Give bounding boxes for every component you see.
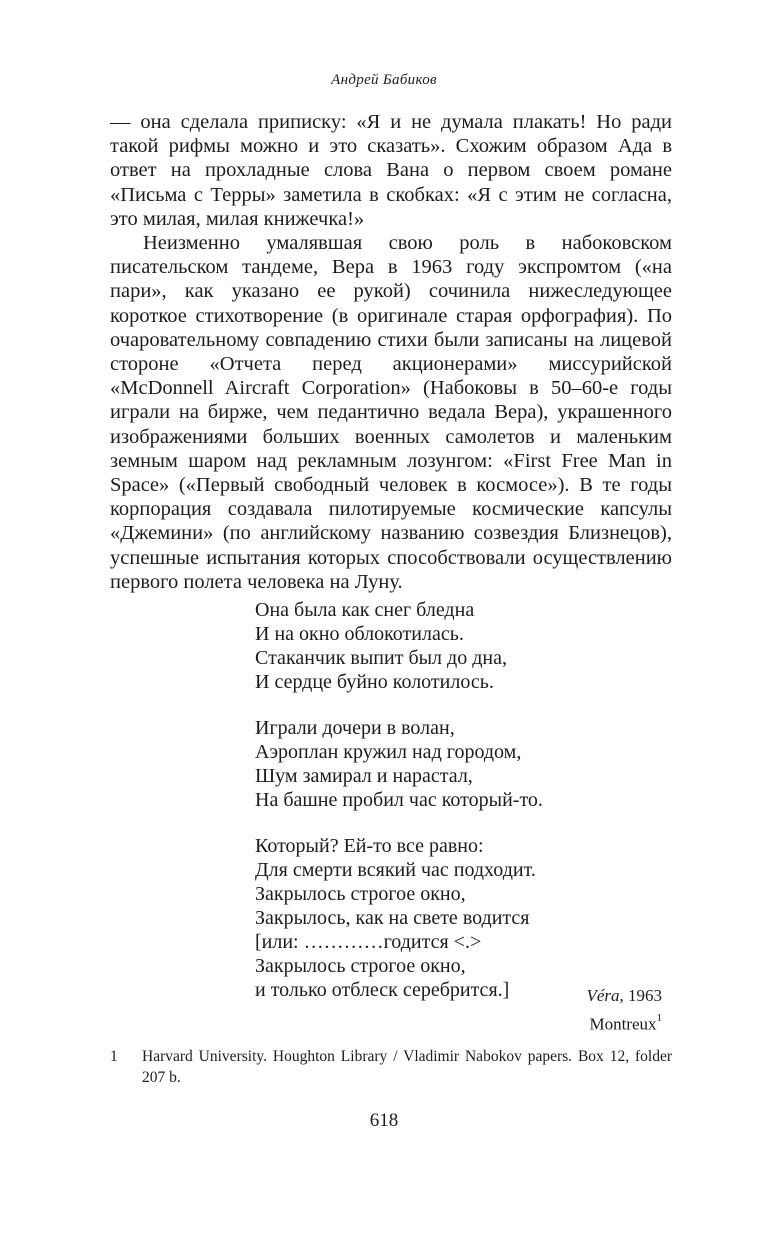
signature-place: Montreux: [589, 1014, 657, 1034]
poem-line: Для смерти всякий час подходит.: [255, 859, 536, 881]
poem-line: Она была как снег бледна: [255, 599, 475, 621]
poem-line: И сердце буйно колотилось.: [255, 671, 494, 693]
poem-line: [или: …………годится <.>: [255, 931, 482, 953]
footnote-text: Harvard University. Houghton Library / Vladimir Nabokov papers. Box 12, folder 207 b.: [142, 1048, 672, 1086]
poem-line: Стаканчик выпит был до дна,: [255, 647, 507, 669]
poem-line: Который? Ей-то все равно:: [255, 835, 484, 857]
poem-line: Играли дочери в волан,: [255, 717, 455, 739]
signature-author: Véra: [586, 986, 620, 1005]
poem-line: Закрылось строгое окно,: [255, 883, 466, 905]
poem-line: Закрылось, как на свете водится: [255, 907, 530, 929]
signature-place-line: [520, 1008, 662, 1037]
poem-signature: [520, 984, 662, 1037]
poem-line: Шум замирал и нарастал,: [255, 765, 473, 787]
footnote-number: 1: [110, 1048, 118, 1065]
page-number: 618: [369, 1110, 399, 1131]
poem-stanza-1: [255, 598, 675, 694]
poem-stanza-2: [255, 716, 675, 812]
poem-line: Закрылось строгое окно,: [255, 955, 466, 977]
paragraph-1: — она сделала приписку: «Я и не думала плакать! Но ради такой рифмы можно и это сказать». Схожим образом Ада в ответ на прохладные слова Вана о первом своем романе «Письма с Терры» заметила в скобках: «Я с этим не согласна, это милая, милая книжечка!»: [110, 111, 672, 230]
poem: [255, 598, 675, 1024]
poem-line: Аэроплан кружил над городом,: [255, 741, 522, 763]
poem-line: На башне пробил час который-то.: [255, 789, 543, 811]
footnote: [110, 1046, 672, 1088]
running-head: Андрей Бабиков: [331, 72, 437, 88]
poem-line: И на окно облокотилась.: [255, 623, 464, 645]
poem-stanza-3: [255, 834, 675, 1002]
signature-date-line: [520, 984, 662, 1008]
footnote-marker: 1: [656, 1012, 662, 1024]
signature-year: , 1963: [619, 986, 662, 1005]
paragraph-2: Неизменно умалявшая свою роль в набоковском писательском тандеме, Вера в 1963 году экспромтом («на пари», как указано ее рукой) сочинила нижеследующее короткое стихотворение (в оригинале старая орфография). По очаровательному совпадению стихи были записаны на лицевой стороне «Отчета перед акционерами» миссурийской «McDonnell Aircraft Corporation» (Набоковы в 50–60-е годы играли на бирже, чем педантично ведала Вера), украшенного изображениями больших военных самолетов и маленьким земным шаром над рекламным лозунгом: «First Free Man in Space» («Первый свободный человек в космосе»). В те годы корпорация создавала пилотируемые космические капсулы «Джемини» (по английскому названию созвездия Близнецов), успешные испытания которых способствовали осуществлению первого полета человека на Луну.: [110, 232, 672, 593]
body-text: [110, 110, 672, 594]
poem-line: и только отблеск серебрится.]: [255, 979, 510, 1001]
